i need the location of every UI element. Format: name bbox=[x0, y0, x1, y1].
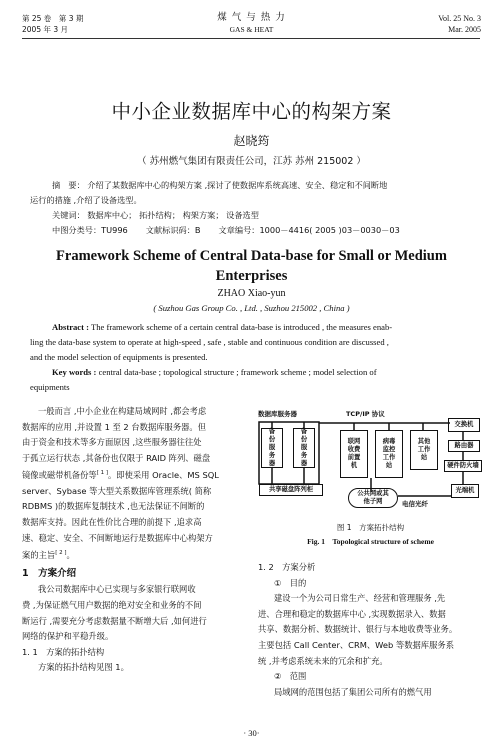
body-line: 一般而言 ,中小企业在构建局域网时 ,都会考虑 bbox=[38, 406, 207, 416]
body-line: 网络的保护和平稳升级。 bbox=[22, 631, 114, 642]
keywords-en-line1 bbox=[30, 365, 475, 380]
keywords-en-text1: central data-base ; topological structure ; framework scheme ; model selection of bbox=[98, 367, 377, 377]
abstract-en-line3: and the model selection of equipments is presented. bbox=[30, 352, 208, 362]
article-number: 文章编号：1000－4416( 2005 )03－0030－03 bbox=[218, 225, 400, 235]
journal-name-cn: 煤 气 与 热 力 bbox=[217, 12, 286, 23]
telecom-fiber-label: 电信光纤 bbox=[402, 500, 428, 508]
body-line: 断运行 ,需要充分考虑数据量不断增大后 ,如何进行 bbox=[22, 615, 207, 626]
backup-server-1: 备份服务器 bbox=[261, 428, 283, 468]
journal-date-en: Mar. 2005 bbox=[448, 25, 481, 34]
hardware-firewall: 硬件防火墙 bbox=[444, 460, 482, 472]
document-code: 文献标识码：B bbox=[145, 225, 201, 235]
english-title bbox=[0, 246, 503, 286]
journal-volume-en: Vol. 25 No. 3 bbox=[438, 14, 481, 23]
body-line: 于孤立运行状态 ,其备份也仅限于 RAID 阵列、磁盘 bbox=[22, 452, 211, 463]
list-item: ② 范围 bbox=[274, 671, 307, 682]
section-heading: 1 方案介绍 bbox=[22, 568, 77, 580]
journal-date: 2005 年 3 月 bbox=[22, 25, 69, 34]
db-servers-label: 数据库服务器 bbox=[258, 410, 297, 418]
header-rule bbox=[22, 38, 480, 39]
journal-volume-issue: 第 25 卷 第 3 期 bbox=[22, 14, 84, 23]
classification-line bbox=[30, 223, 475, 238]
body-line: 费 ,为保证燃气用户数据的绝对安全和业务的不间 bbox=[22, 600, 202, 611]
keywords-cn: 关键词： 数据库中心； 拓扑结构； 构架方案； 设备选型 bbox=[52, 210, 259, 220]
citation: [ 2 ] bbox=[55, 550, 67, 557]
backup-server-2: 备份服务器 bbox=[293, 428, 315, 468]
left-column bbox=[22, 404, 240, 676]
body-line: 主要包括 Call Center、CRM、Web 等数据库服务系 bbox=[258, 639, 454, 650]
body-line: RDBMS )的数据库复制技术 ,也无法保证不间断的 bbox=[22, 501, 205, 512]
body-line bbox=[22, 466, 240, 483]
tcpip-label: TCP/IP 协议 bbox=[346, 410, 385, 418]
affiliation-cn: （ 苏州燃气集团有限责任公司，江苏 苏州 215002 ） bbox=[137, 156, 366, 167]
english-title-line2: Enterprises bbox=[215, 268, 288, 284]
body-line: 数据库的应用 ,并设置 1 至 2 台数据库服务器。但 bbox=[22, 421, 207, 432]
shared-disk-array: 共享磁盘阵列柜 bbox=[259, 484, 323, 496]
figure-topology bbox=[258, 410, 483, 560]
page-number: · 30· bbox=[243, 728, 260, 738]
figure-caption-en: Fig. 1 Topological structure of scheme bbox=[307, 537, 434, 546]
affiliation-en: ( Suzhou Gas Group Co. , Ltd. , Suzhou 215002 , China ) bbox=[153, 303, 350, 313]
networking-frontend: 联网收费前置机 bbox=[340, 430, 368, 478]
body-text: 。即使采用 Oracle、MS SQL bbox=[107, 470, 219, 481]
other-workstation: 其他工作站 bbox=[410, 430, 438, 470]
body-line: 进、合理和稳定的数据库中心 ,实现数据录入、数据 bbox=[258, 608, 446, 619]
author-en: ZHAO Xiao-yun bbox=[217, 288, 286, 299]
subsection-heading: 1. 2 方案分析 bbox=[258, 562, 316, 572]
page-title: 中小企业数据库中心的构架方案 bbox=[111, 100, 392, 123]
body-line: server、Sybase 等大型关系数据库管理系统( 简称 bbox=[22, 485, 212, 496]
body-line: 共享、数据分析、数据统计、银行与本地收费等业务。 bbox=[258, 624, 458, 635]
abstract-en-text1: The framework scheme of a certain central data-base is introduced , the measures enab- bbox=[91, 322, 393, 332]
english-title-line1: Framework Scheme of Central Data-base for Small or Medium bbox=[56, 248, 447, 264]
keywords-en-label: Key words : bbox=[52, 367, 97, 377]
list-item: ① 目的 bbox=[274, 577, 307, 588]
body-text: 。 bbox=[66, 549, 75, 560]
router: 路由器 bbox=[448, 440, 480, 452]
author-cn: 赵晓筠 bbox=[233, 134, 270, 148]
body-line: 数据库支持。因此在性价比合理的前提下 ,追求高 bbox=[22, 516, 202, 527]
body-line: 局域网的范围包括了集团公司所有的燃气用 bbox=[274, 686, 432, 697]
virus-monitor-workstation: 病毒监控工作站 bbox=[375, 430, 403, 478]
abstract-en-line2: ling the data-base system to operate at high-speed , safe , stable and continuous condition are discussed , bbox=[30, 337, 389, 347]
body-text: 案的主旨 bbox=[22, 549, 56, 560]
journal-name-en: GAS & HEAT bbox=[229, 25, 274, 34]
body-line: 速、稳定、安全、不间断地运行是数据库中心构架方 bbox=[22, 532, 213, 543]
abstract-en-line1 bbox=[30, 320, 475, 335]
abstract-cn bbox=[30, 178, 475, 238]
subsection-heading: 1. 1 方案的拓扑结构 bbox=[22, 646, 105, 657]
citation: [ 1 ] bbox=[96, 470, 108, 477]
body-line: 方案的拓扑结构见图 1。 bbox=[38, 662, 129, 673]
public-network: 公共网或其他子网 bbox=[348, 488, 398, 508]
class-number: 中图分类号：TU996 bbox=[52, 225, 128, 235]
abstract-cn-line1: 摘 要： 介绍了某数据库中心的构架方案 ,探讨了使数据库系统高速、安全、稳定和不间断地 bbox=[52, 180, 388, 190]
abstract-cn-line2: 运行的措施 ,介绍了设备选型。 bbox=[30, 195, 142, 205]
body-line: 统 ,并考虑系统未来的冗余和扩充。 bbox=[258, 655, 388, 666]
keywords-en-line2: equipments bbox=[30, 382, 70, 392]
body-line: 由于资金和技术等多方面原因 ,这些服务器往往处 bbox=[22, 437, 202, 448]
body-line: 建设一个为公司日常生产、经营和管理服务 ,先 bbox=[274, 593, 446, 604]
figure-caption-cn: 图 1 方案拓扑结构 bbox=[336, 523, 405, 532]
right-column bbox=[258, 560, 483, 700]
body-text: 镜像或磁带机备份等 bbox=[22, 470, 97, 481]
body-line: 我公司数据库中心已实现与多家银行联网收 bbox=[38, 584, 196, 595]
switch: 交换机 bbox=[448, 418, 480, 432]
body-line bbox=[22, 546, 240, 563]
abstract-en bbox=[30, 320, 475, 395]
optical-transceiver: 光端机 bbox=[451, 484, 479, 498]
abstract-en-label: Abstract : bbox=[52, 322, 89, 332]
